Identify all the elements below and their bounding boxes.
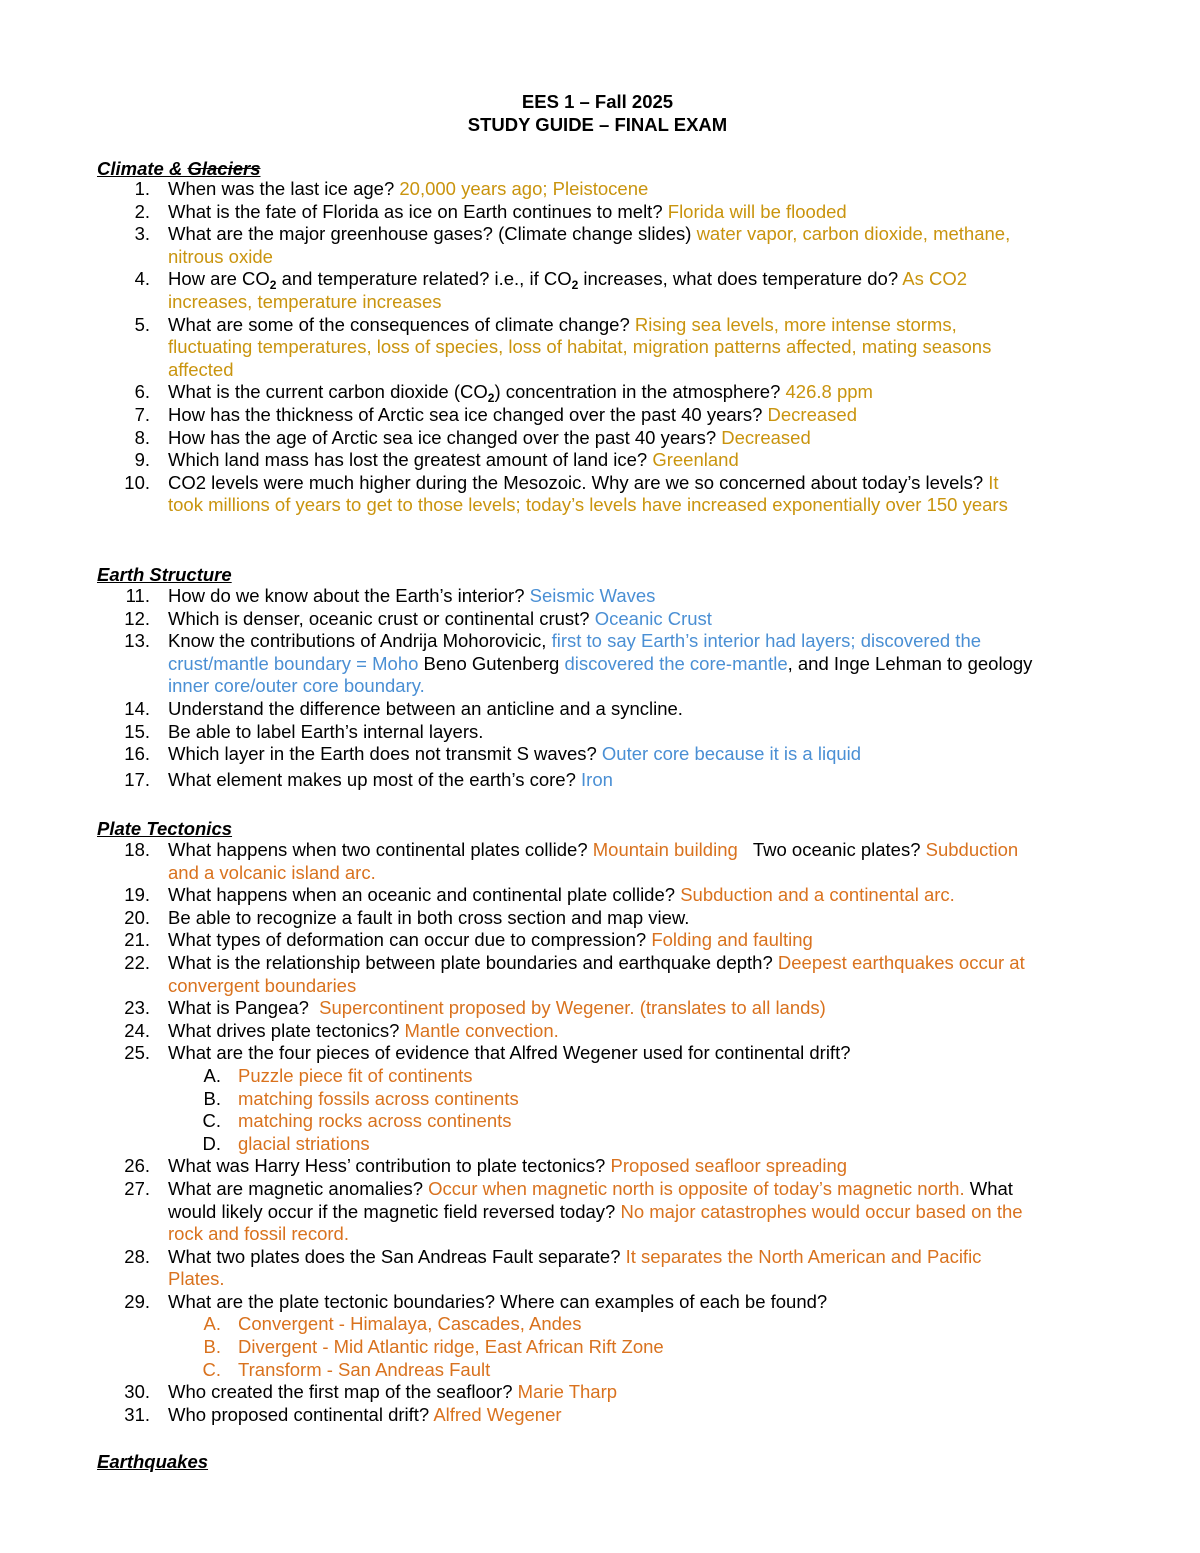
item-number: 17.: [124, 768, 150, 790]
item-number: 2.: [134, 200, 150, 222]
item-number: 30.: [124, 1381, 150, 1403]
answer: matching rocks across continents: [238, 1110, 512, 1132]
answer: Rising sea levels, more intense storms, fluctuating temperatures, loss of species, loss of habitat, migration patterns affected, mating seasons affected: [168, 313, 992, 380]
answer: It separates the North American and Pacific Plates.: [168, 1245, 982, 1290]
list-item: [0, 178, 1038, 201]
question: What are the major greenhouse gases? (Climate change slides): [168, 223, 697, 245]
section-heading-climate-a: Climate &: [97, 158, 188, 179]
question-part: Know the contributions of Andrija Mohorovicic,: [168, 630, 552, 652]
answer: Mantle convection.: [404, 1019, 559, 1041]
question-part: increases, what does temperature do?: [578, 268, 903, 290]
question: What are the plate tectonic boundaries? Where can examples of each be found?: [168, 1290, 828, 1312]
answer-part: discovered the core-mantle: [564, 652, 788, 674]
list-item: [0, 314, 1038, 382]
answer: Outer core because it is a liquid: [601, 743, 862, 765]
item-number: 26.: [124, 1155, 150, 1177]
list-item: [0, 201, 1038, 224]
item-number: 29.: [124, 1290, 150, 1312]
list-item: [0, 1020, 1038, 1043]
question-part: What is the current carbon dioxide (CO: [168, 381, 488, 403]
list-item: [0, 952, 1038, 997]
item-number: 27.: [124, 1177, 150, 1199]
item-letter: B.: [203, 1087, 221, 1109]
boundary-item: [0, 1336, 1038, 1359]
subscript: 2: [269, 278, 277, 293]
list-item: [0, 1178, 1038, 1246]
question: What is the relationship between plate boundaries and earthquake depth?: [168, 951, 778, 973]
question-part: How are CO: [168, 268, 270, 290]
list-item: [0, 1404, 1038, 1427]
boundary-item: [0, 1359, 1038, 1382]
answer: Deepest earthquakes occur at convergent boundaries: [168, 951, 1025, 996]
document-title: EES 1 – Fall 2025: [521, 91, 674, 112]
list-item: [0, 721, 1038, 744]
answer: Oceanic Crust: [594, 607, 712, 629]
evidence-item: [0, 1088, 1038, 1111]
list-item: [0, 630, 1038, 698]
item-number: 12.: [124, 607, 150, 629]
list-item: [0, 769, 1038, 792]
list-item: [0, 929, 1038, 952]
question: How has the age of Arctic sea ice changed over the past 40 years?: [168, 426, 722, 448]
question-part: and temperature related? i.e., if CO: [276, 268, 572, 290]
question-part: What are magnetic anomalies?: [168, 1177, 429, 1199]
item-letter: C.: [202, 1358, 221, 1380]
question-part: What happens when two continental plates collide?: [168, 839, 593, 860]
section-heading-tectonics: Plate Tectonics: [97, 818, 233, 839]
item-number: 8.: [134, 426, 150, 448]
section-heading-structure: Earth Structure: [97, 564, 232, 585]
item-number: 4.: [134, 268, 150, 290]
list-item: [0, 997, 1038, 1020]
subscript: 2: [571, 278, 579, 293]
structure-list: [0, 585, 1200, 791]
evidence-item: [0, 1133, 1038, 1156]
question: Which land mass has lost the greatest amount of land ice?: [168, 449, 653, 471]
list-item: [0, 1246, 1038, 1291]
answer: Marie Tharp: [517, 1381, 618, 1403]
question: Understand the difference between an anticline and a syncline.: [168, 697, 683, 719]
question: What are the four pieces of evidence that Alfred Wegener used for continental drift?: [168, 1042, 851, 1064]
climate-list: [0, 178, 1200, 517]
question: What types of deformation can occur due to compression?: [168, 929, 652, 951]
answer: Proposed seafloor spreading: [610, 1155, 848, 1177]
question: Who created the first map of the seafloor?: [168, 1381, 518, 1403]
list-item: [0, 743, 1038, 766]
question: What happens when an oceanic and continental plate collide?: [168, 884, 681, 906]
list-item: [0, 268, 1038, 313]
question: What is Pangea?: [168, 997, 320, 1019]
question: Be able to label Earth’s internal layers.: [168, 720, 484, 742]
list-item: [0, 381, 1038, 404]
answer: Puzzle piece fit of continents: [238, 1064, 473, 1086]
answer: Alfred Wegener: [433, 1403, 562, 1425]
boundary-item: [0, 1313, 1038, 1336]
item-number: 15.: [124, 720, 150, 742]
section-heading-climate: [97, 157, 261, 180]
answer-part: Mountain building: [592, 839, 738, 860]
item-letter: A.: [203, 1313, 221, 1335]
answer-part: No major catastrophes would occur based on the rock and fossil record.: [168, 1200, 1023, 1245]
answer: Greenland: [652, 449, 739, 471]
answer: 20,000 years ago; Pleistocene: [399, 178, 649, 199]
question: Which layer in the Earth does not transmit S waves?: [168, 743, 602, 765]
question: Be able to recognize a fault in both cross section and map view.: [168, 906, 690, 928]
question: What two plates does the San Andreas Fault separate?: [168, 1245, 626, 1267]
question: What drives plate tectonics?: [168, 1019, 405, 1041]
question: What element makes up most of the earth’s core?: [168, 768, 582, 790]
answer: Folding and faulting: [651, 929, 813, 951]
item-number: 9.: [134, 449, 150, 471]
list-item: [0, 1155, 1038, 1178]
answer: Convergent - Himalaya, Cascades, Andes: [238, 1313, 582, 1335]
answer: Supercontinent proposed by Wegener. (translates to all lands): [319, 997, 826, 1019]
answer: Decreased: [721, 426, 811, 448]
question-part: What would likely occur if the magnetic field reversed today?: [168, 1177, 1013, 1222]
tectonics-list: [0, 839, 1200, 1426]
question-part: ) concentration in the atmosphere?: [494, 381, 786, 403]
answer: Decreased: [767, 403, 857, 425]
question: What was Harry Hess’ contribution to plate tectonics?: [168, 1155, 611, 1177]
item-number: 21.: [124, 929, 150, 951]
list-item: [0, 585, 1038, 608]
item-number: 23.: [124, 997, 150, 1019]
item-number: 18.: [124, 839, 150, 860]
section-heading-earthquakes: Earthquakes: [97, 1451, 209, 1472]
item-number: 1.: [134, 178, 150, 199]
answer-part: first to say Earth’s interior had layers; discovered the crust/mantle boundary = Moho: [168, 630, 982, 674]
item-number: 19.: [124, 884, 150, 906]
list-item: [0, 1042, 1038, 1065]
item-number: 20.: [124, 906, 150, 928]
item-number: 10.: [124, 471, 150, 493]
list-item: [0, 223, 1038, 268]
list-item: [0, 472, 1038, 517]
item-number: 25.: [124, 1042, 150, 1064]
item-letter: C.: [202, 1110, 221, 1132]
item-number: 14.: [124, 697, 150, 719]
item-number: 31.: [124, 1403, 150, 1425]
item-number: 6.: [134, 381, 150, 403]
answer: Transform - San Andreas Fault: [238, 1358, 491, 1380]
answer: Divergent - Mid Atlantic ridge, East African Rift Zone: [238, 1336, 664, 1358]
evidence-item: [0, 1110, 1038, 1133]
subscript: 2: [487, 391, 495, 406]
list-item: [0, 884, 1038, 907]
answer-part: Subduction and a volcanic island arc.: [168, 839, 1019, 883]
answer-part: Occur when magnetic north is opposite of today’s magnetic north.: [428, 1177, 965, 1199]
answer: matching fossils across continents: [238, 1087, 519, 1109]
list-item: [0, 1381, 1038, 1404]
answer: glacial striations: [238, 1132, 370, 1154]
question-part: Two oceanic plates?: [737, 839, 926, 860]
question: What are some of the consequences of climate change?: [168, 313, 635, 335]
item-number: 28.: [124, 1245, 150, 1267]
answer: Iron: [581, 768, 613, 790]
answer: Florida will be flooded: [667, 200, 847, 222]
item-number: 3.: [134, 223, 150, 245]
question: CO2 levels were much higher during the Mesozoic. Why are we so concerned about today’s levels?: [168, 471, 989, 493]
question: What is the fate of Florida as ice on Earth continues to melt?: [168, 200, 668, 222]
section-heading-climate-b: Glaciers: [187, 158, 261, 179]
item-number: 5.: [134, 313, 150, 335]
list-item: [0, 907, 1038, 930]
question: Who proposed continental drift?: [168, 1403, 434, 1425]
question: Which is denser, oceanic crust or continental crust?: [168, 607, 595, 629]
answer: As CO2 increases, temperature increases: [168, 268, 968, 312]
question: How do we know about the Earth’s interior?: [168, 585, 530, 606]
answer: Seismic Waves: [529, 585, 656, 606]
item-letter: D.: [202, 1132, 221, 1154]
evidence-item: [0, 1065, 1038, 1088]
item-number: 24.: [124, 1019, 150, 1041]
item-number: 7.: [134, 403, 150, 425]
list-item: [0, 1291, 1038, 1314]
list-item: [0, 404, 1038, 427]
item-number: 11.: [125, 585, 150, 606]
list-item: [0, 449, 1038, 472]
list-item: [0, 608, 1038, 631]
question: When was the last ice age?: [168, 178, 400, 199]
question-part: , and Inge Lehman to geology: [787, 652, 1033, 674]
question: How has the thickness of Arctic sea ice changed over the past 40 years?: [168, 403, 768, 425]
item-letter: B.: [203, 1336, 221, 1358]
list-item: [0, 427, 1038, 450]
document-subtitle: STUDY GUIDE – FINAL EXAM: [467, 114, 728, 135]
item-letter: A.: [203, 1064, 221, 1086]
item-number: 13.: [124, 630, 150, 652]
answer-part: inner core/outer core boundary.: [168, 675, 425, 697]
list-item: [0, 698, 1038, 721]
answer: 426.8 ppm: [785, 381, 873, 403]
item-number: 22.: [124, 951, 150, 973]
answer: water vapor, carbon dioxide, methane, nitrous oxide: [168, 223, 1011, 267]
answer: Subduction and a continental arc.: [680, 884, 955, 906]
list-item: [0, 839, 1038, 884]
answer: It took millions of years to get to those levels; today’s levels have increased exponentially over 150 years: [168, 471, 1008, 516]
item-number: 16.: [124, 743, 150, 765]
question-part: Beno Gutenberg: [418, 652, 565, 674]
